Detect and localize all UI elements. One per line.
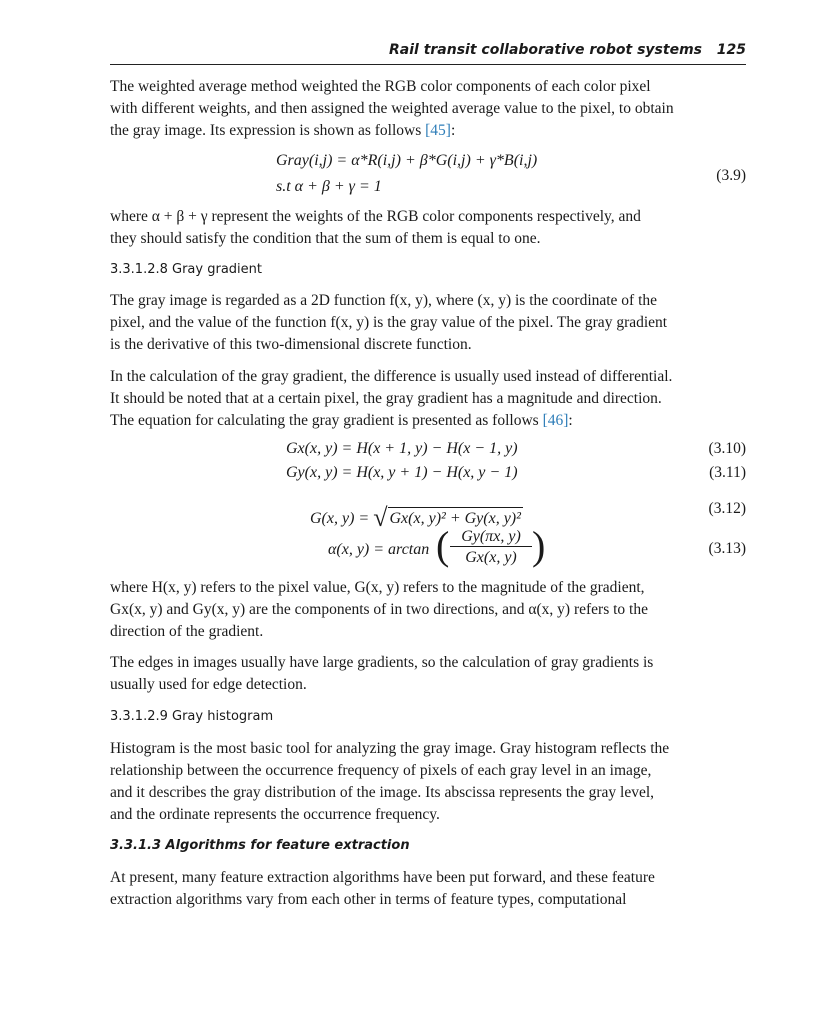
text-line: the gray image. Its expression is shown as follows [45]: (110, 122, 456, 139)
section-heading-gray-histogram: 3.3.1.2.9 Gray histogram (110, 709, 274, 724)
text-line: The weighted average method weighted the RGB color components of each color pixel (110, 78, 651, 95)
text-line: and it describes the gray distribution of the image. Its abscissa represents the gray level, (110, 784, 655, 801)
section-heading-gray-gradient: 3.3.1.2.8 Gray gradient (110, 262, 262, 277)
left-paren: ( (436, 523, 450, 568)
text-line: Histogram is the most basic tool for analyzing the gray image. Gray histogram reflects the (110, 740, 670, 757)
text-line: In the calculation of the gray gradient, the difference is usually used instead of differential. (110, 368, 673, 385)
text-line: pixel, and the value of the function f(x, y) is the gray value of the pixel. The gray gradient (110, 314, 668, 331)
text-line: The equation for calculating the gray gradient is presented as follows [46]: (110, 412, 573, 429)
paragraph-weighted-average (110, 76, 746, 142)
fraction-denominator: Gx(x, y) (465, 549, 517, 566)
equation-number: (3.9) (716, 167, 746, 184)
right-paren: ) (532, 523, 546, 568)
text-line: At present, many feature extraction algorithms have been put forward, and these feature (110, 869, 655, 886)
paragraph-histogram (110, 738, 746, 826)
equation-gx: Gx(x, y) = H(x + 1, y) − H(x − 1, y) (286, 440, 518, 457)
equation-magnitude (310, 500, 523, 530)
paragraph-gray-image-function (110, 290, 746, 356)
header-title: Rail transit collaborative robot systems (389, 42, 702, 58)
text-line: extraction algorithms vary from each other in terms of feature types, computational (110, 891, 627, 908)
paragraph-weights (110, 206, 746, 250)
text-line: direction of the gradient. (110, 623, 264, 640)
equation-gray-line1: Gray(i,j) = α*R(i,j) + β*G(i,j) + γ*B(i,j) (276, 152, 538, 169)
text-line: where H(x, y) refers to the pixel value, G(x, y) refers to the magnitude of the gradient, (110, 579, 645, 596)
sqrt-symbol: √ (373, 503, 388, 532)
radicand: Gx(x, y)² + Gy(x, y)² (388, 507, 523, 527)
text-line: they should satisfy the condition that the sum of them is equal to one. (110, 230, 541, 247)
equation-number: (3.12) (708, 500, 746, 517)
text-line: is the derivative of this two-dimensional discrete function. (110, 336, 472, 353)
equation-lhs: G(x, y) = (310, 510, 370, 527)
citation-link[interactable]: [45] (425, 122, 451, 139)
text-line: and the ordinate represents the occurrence frequency. (110, 806, 440, 823)
paragraph-edges (110, 652, 746, 696)
text-line: The gray image is regarded as a 2D function f(x, y), where (x, y) is the coordinate of the (110, 292, 658, 309)
text-line: It should be noted that at a certain pixel, the gray gradient has a magnitude and direction. (110, 390, 662, 407)
paragraph-feature-extraction (110, 867, 746, 911)
text-line: relationship between the occurrence frequency of pixels of each gray level in an image, (110, 762, 652, 779)
page-number: 125 (716, 42, 746, 58)
text-line: where α + β + γ represent the weights of the RGB color components respectively, and (110, 208, 641, 225)
text-line: with different weights, and then assigned the weighted average value to the pixel, to obtain (110, 100, 674, 117)
equation-number: (3.10) (708, 440, 746, 457)
equation-number: (3.13) (708, 540, 746, 557)
equation-gy: Gy(x, y) = H(x, y + 1) − H(x, y − 1) (286, 464, 518, 481)
text-line: usually used for edge detection. (110, 676, 307, 693)
citation-link[interactable]: [46] (542, 412, 569, 429)
text-line: Gx(x, y) and Gy(x, y) are the components of in two directions, and α(x, y) refers to the (110, 601, 648, 618)
running-header (110, 40, 746, 65)
fraction-numerator: Gy(πx, y) (450, 528, 532, 547)
text-line: The edges in images usually have large gradients, so the calculation of gray gradients is (110, 654, 654, 671)
equation-lhs: α(x, y) = arctan (328, 541, 430, 558)
equation-gray-line2: s.t α + β + γ = 1 (276, 178, 382, 195)
equation-number: (3.11) (709, 464, 746, 481)
paragraph-gradient-definitions (110, 577, 746, 643)
section-heading-algorithms: 3.3.1.3 Algorithms for feature extraction (110, 838, 410, 853)
paragraph-gradient-calculation (110, 366, 746, 432)
